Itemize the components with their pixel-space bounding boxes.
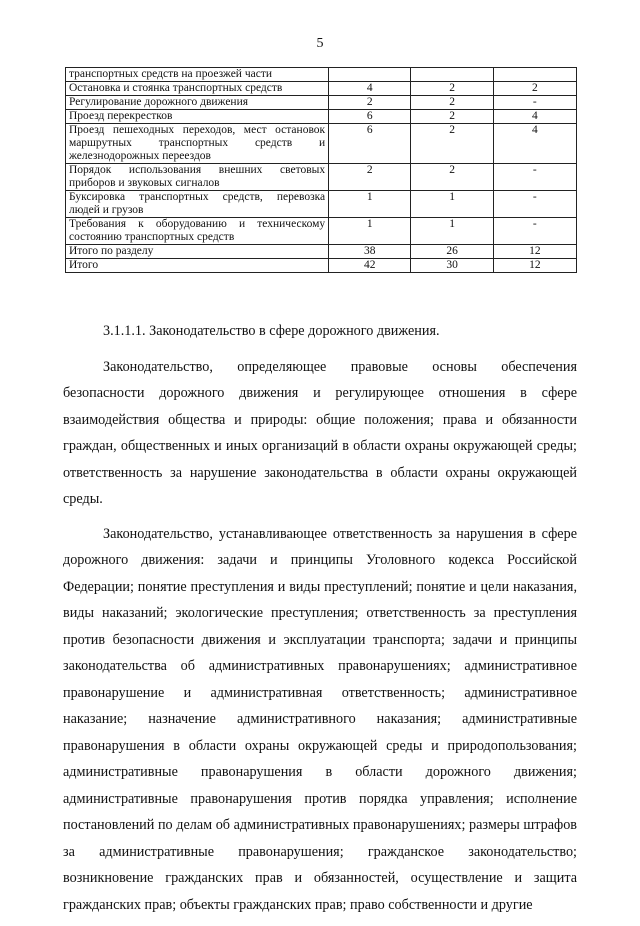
theory-hours-cell: 30	[411, 259, 493, 273]
theory-hours-cell: 1	[411, 218, 493, 245]
total-hours-cell: 2	[329, 96, 411, 110]
theory-hours-cell: 2	[411, 164, 493, 191]
practice-hours-cell	[493, 68, 576, 82]
total-hours-cell: 42	[329, 259, 411, 273]
theory-hours-cell: 2	[411, 96, 493, 110]
table-row	[66, 245, 577, 259]
curriculum-table	[65, 67, 577, 273]
total-hours-cell: 2	[329, 164, 411, 191]
subtotal-label-cell: Итого по разделу	[66, 245, 329, 259]
topic-cell: Остановка и стоянка транспортных средств	[66, 82, 329, 96]
practice-hours-cell: -	[493, 96, 576, 110]
table-row	[66, 259, 577, 273]
table-row	[66, 82, 577, 96]
practice-hours-cell: -	[493, 191, 576, 218]
topic-cell: Порядок использования внешних световых приборов и звуковых сигналов	[66, 164, 329, 191]
paragraph: Законодательство, устанавливающее ответственность за нарушения в сфере дорожного движения: задачи и принципы Уголовного кодекса Российской Федерации; понятие преступления и виды преступлений; понятие и цели наказания, виды наказаний; экологические преступления; ответственность за преступления против безопасности движения и эксплуатации транспорта; задачи и принципы законодательства об административных правонарушениях; административное правонарушение и административная ответственность; административное наказание; назначение административного наказания; административные правонарушения в области охраны окружающей среды и природопользования; административные правонарушения в области дорожного движения; административные правонарушения против порядка управления; исполнение постановлений по делам об административных правонарушениях; размеры штрафов за административные правонарушения; гражданское законодательство; возникновение гражданских прав и обязанностей, осуществление и защита гражданских прав; объекты гражданских прав; право собственности и другие	[63, 525, 577, 913]
theory-hours-cell: 2	[411, 124, 493, 164]
topic-cell: Проезд перекрестков	[66, 110, 329, 124]
table-row	[66, 164, 577, 191]
practice-hours-cell: -	[493, 218, 576, 245]
section-heading: 3.1.1.1. Законодательство в сфере дорожного движения.	[103, 323, 440, 339]
practice-hours-cell: 12	[493, 259, 576, 273]
topic-cell: Буксировка транспортных средств, перевозка людей и грузов	[66, 191, 329, 218]
total-hours-cell: 6	[329, 124, 411, 164]
total-label-cell: Итого	[66, 259, 329, 273]
practice-hours-cell: 4	[493, 110, 576, 124]
practice-hours-cell: -	[493, 164, 576, 191]
total-hours-cell: 4	[329, 82, 411, 96]
page-number: 5	[316, 36, 324, 51]
theory-hours-cell: 26	[411, 245, 493, 259]
total-hours-cell: 6	[329, 110, 411, 124]
total-hours-cell: 1	[329, 218, 411, 245]
theory-hours-cell: 2	[411, 82, 493, 96]
total-hours-cell: 1	[329, 191, 411, 218]
paragraph: Законодательство, определяющее правовые основы обеспечения безопасности дорожного движения и регулирующее отношения в сфере взаимодействия общества и природы: общие положения; права и обязанности граждан, общественных и иных организаций в области охраны окружающей среды; ответственность за нарушение законодательства в области охраны окружающей среды.	[63, 358, 577, 507]
table-row	[66, 191, 577, 218]
topic-cell: транспортных средств на проезжей части	[66, 68, 329, 82]
practice-hours-cell: 12	[493, 245, 576, 259]
table-row	[66, 124, 577, 164]
table-row	[66, 218, 577, 245]
practice-hours-cell: 2	[493, 82, 576, 96]
practice-hours-cell: 4	[493, 124, 576, 164]
topic-cell: Проезд пешеходных переходов, мест остановок маршрутных транспортных средств и железнодорожных переездов	[66, 124, 329, 164]
table-row	[66, 110, 577, 124]
theory-hours-cell: 1	[411, 191, 493, 218]
theory-hours-cell	[411, 68, 493, 82]
topic-cell: Требования к оборудованию и техническому состоянию транспортных средств	[66, 218, 329, 245]
topic-cell: Регулирование дорожного движения	[66, 96, 329, 110]
theory-hours-cell: 2	[411, 110, 493, 124]
total-hours-cell	[329, 68, 411, 82]
table-row	[66, 68, 577, 82]
table-row	[66, 96, 577, 110]
document-body	[63, 318, 577, 926]
total-hours-cell: 38	[329, 245, 411, 259]
